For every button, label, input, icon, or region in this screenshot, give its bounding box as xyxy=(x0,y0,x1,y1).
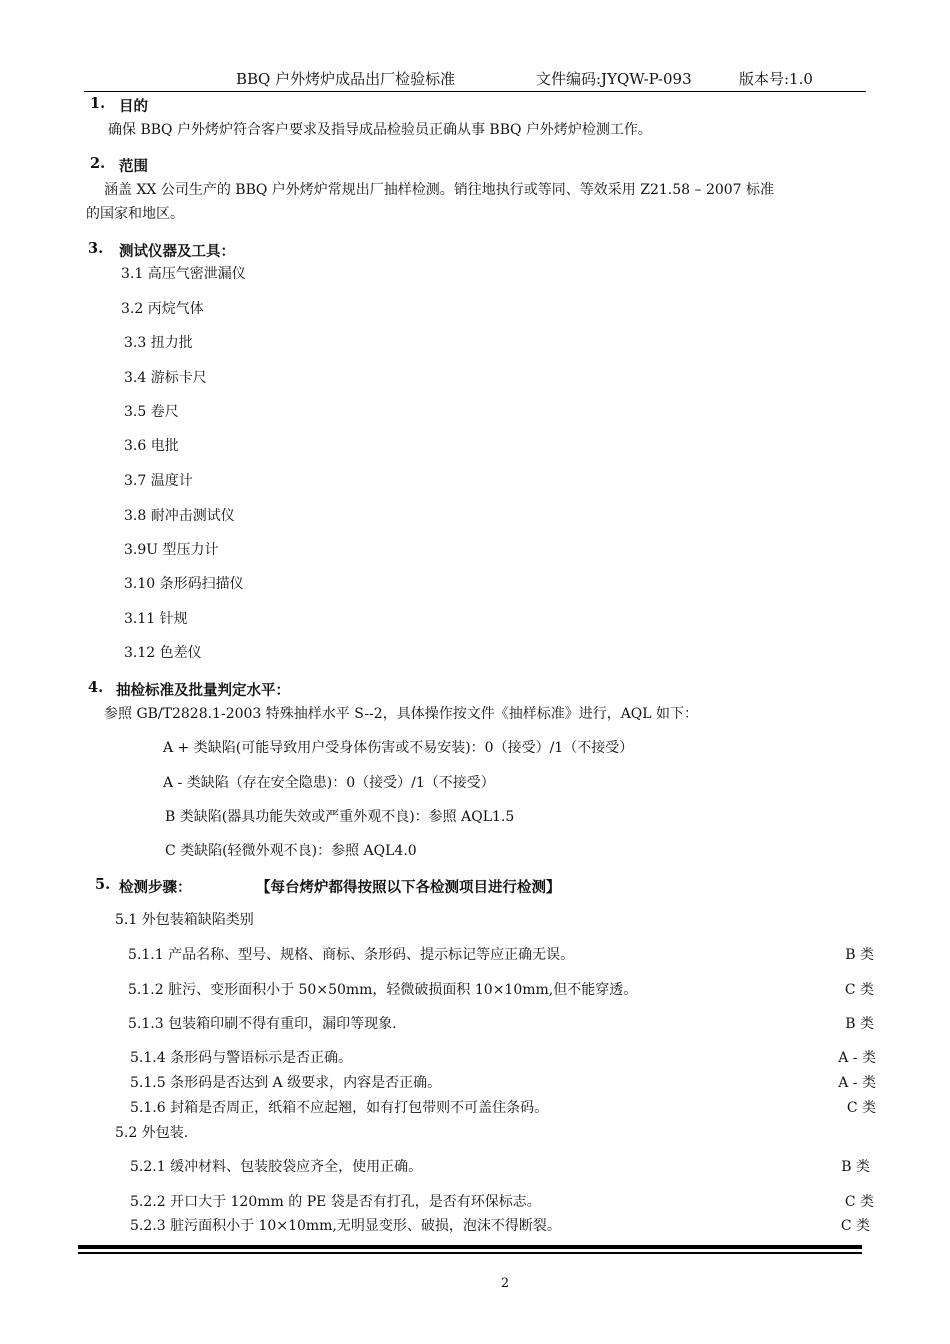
section-3-number: 3. xyxy=(88,240,104,257)
header-title: BBQ 户外烤炉成品出厂检验标准 xyxy=(236,70,456,88)
check-item-text: 5.1.4 条形码与警语标示是否正确。 xyxy=(130,1050,353,1066)
aql-item: C 类缺陷(轻微外观不良)：参照 AQL4.0 xyxy=(165,843,417,859)
defect-class: B 类 xyxy=(845,947,874,963)
defect-class: C 类 xyxy=(846,1100,876,1116)
defect-class: C 类 xyxy=(844,1194,874,1210)
section-4-intro: 参照 GB/T2828.1-2003 特殊抽样水平 S--2，具体操作按文件《抽样标准》进行，AQL 如下： xyxy=(104,706,699,722)
check-item-text: 5.2.1 缓冲材料、包装胶袋应齐全，使用正确。 xyxy=(130,1159,423,1175)
instrument-item: 3.3 扭力批 xyxy=(124,335,193,351)
header-doc-code: 文件编码:JYQW-P-093 xyxy=(536,70,692,88)
defect-class: B 类 xyxy=(845,1016,874,1032)
header-rule xyxy=(84,91,866,92)
instrument-item: 3.7 温度计 xyxy=(124,473,193,489)
defect-class: A - 类 xyxy=(838,1050,876,1066)
check-item-text: 5.1.6 封箱是否周正，纸箱不应起翘，如有打包带则不可盖住条码。 xyxy=(130,1100,549,1116)
section-4-title: 抽检标准及批量判定水平： xyxy=(116,682,290,699)
instrument-item: 3.10 条形码扫描仪 xyxy=(124,576,244,592)
footer-rule-thick xyxy=(78,1245,862,1249)
aql-item: B 类缺陷(器具功能失效或严重外观不良)：参照 AQL1.5 xyxy=(165,809,515,825)
aql-item: A - 类缺陷（存在安全隐患)：0（接受）/1（不接受） xyxy=(163,775,495,791)
defect-class: C 类 xyxy=(840,1218,870,1234)
instrument-item: 3.1 高压气密泄漏仪 xyxy=(121,266,246,282)
section-4-number: 4. xyxy=(88,679,104,696)
instrument-item: 3.4 游标卡尺 xyxy=(124,370,207,386)
section-2-number: 2. xyxy=(90,155,106,172)
check-item-text: 5.1.2 脏污、变形面积小于 50×50mm，轻微破损面积 10×10mm,但不能穿透。 xyxy=(128,982,638,998)
footer-rule-thin xyxy=(78,1252,862,1254)
instrument-item: 3.9U 型压力计 xyxy=(124,542,219,558)
section-2-body-line1: 涵盖 XX 公司生产的 BBQ 户外烤炉常规出厂抽样检测。销往地执行或等同、等效采用 Z21.58 – 2007 标准 xyxy=(104,182,775,198)
instrument-item: 3.6 电批 xyxy=(124,438,179,454)
section-5-title: 检测步骤： xyxy=(119,879,192,896)
subsection-5-2: 5.2 外包装. xyxy=(115,1125,189,1141)
section-5-note: 【每台烤炉都得按照以下各检测项目进行检测】 xyxy=(256,879,561,896)
section-2-body-line2: 的国家和地区。 xyxy=(86,206,184,222)
check-item-text: 5.1.5 条形码是否达到 A 级要求，内容是否正确。 xyxy=(130,1075,442,1091)
defect-class: A - 类 xyxy=(838,1075,876,1091)
header-version: 版本号:1.0 xyxy=(739,70,813,88)
page-number: 2 xyxy=(500,1276,510,1291)
aql-item: A + 类缺陷(可能导致用户受身体伤害或不易安装)：0（接受）/1（不接受） xyxy=(163,740,634,756)
section-2-title: 范围 xyxy=(119,158,148,175)
subsection-5-1: 5.1 外包装箱缺陷类别 xyxy=(115,912,254,928)
instrument-item: 3.11 针规 xyxy=(124,611,188,627)
check-item-text: 5.1.3 包装箱印刷不得有重印，漏印等现象. xyxy=(128,1016,397,1032)
section-1-body: 确保 BBQ 户外烤炉符合客户要求及指导成品检验员正确从事 BBQ 户外烤炉检测工作。 xyxy=(108,122,652,138)
check-item-text: 5.2.3 脏污面积小于 10×10mm,无明显变形、破损，泡沫不得断裂。 xyxy=(130,1218,561,1234)
section-3-title: 测试仪器及工具： xyxy=(119,243,235,260)
instrument-item: 3.8 耐冲击测试仪 xyxy=(124,508,235,524)
instrument-item: 3.2 丙烷气体 xyxy=(121,301,204,317)
defect-class: C 类 xyxy=(844,982,874,998)
defect-class: B 类 xyxy=(841,1159,870,1175)
check-item-text: 5.2.2 开口大于 120mm 的 PE 袋是否有打孔，是否有环保标志。 xyxy=(130,1194,541,1210)
instrument-item: 3.12 色差仪 xyxy=(124,645,202,661)
check-item-text: 5.1.1 产品名称、型号、规格、商标、条形码、提示标记等应正确无误。 xyxy=(128,947,575,963)
section-5-number: 5. xyxy=(95,876,111,893)
section-1-number: 1. xyxy=(90,95,106,112)
instrument-item: 3.5 卷尺 xyxy=(124,404,179,420)
section-1-title: 目的 xyxy=(119,98,148,115)
